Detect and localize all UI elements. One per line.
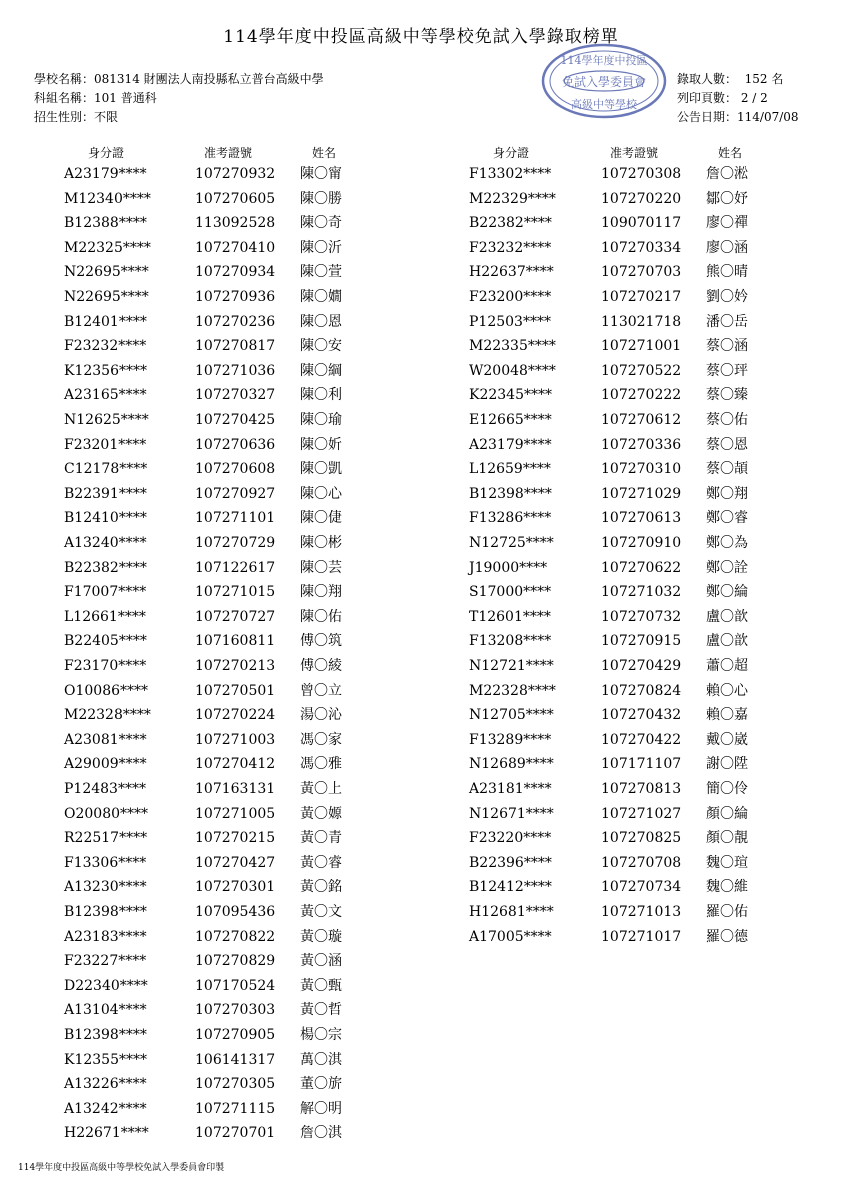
id-number: N22695****	[64, 264, 149, 281]
student-name: 蔡〇恩	[706, 436, 748, 453]
student-name: 熊〇晴	[706, 264, 748, 281]
gender-row	[34, 108, 324, 127]
seal-top-text: 114學年度中投區	[560, 54, 648, 67]
student-name: 盧〇歆	[706, 608, 748, 625]
id-number: F23232****	[64, 338, 147, 355]
id-number: P12483****	[64, 781, 146, 797]
exam-number: 107270910	[601, 535, 682, 551]
id-number: F23201****	[64, 436, 147, 453]
exam-number: 107270608	[195, 461, 276, 478]
id-number: L12659****	[469, 461, 551, 478]
id-number: H12681****	[469, 904, 554, 920]
id-number: P12503****	[469, 313, 551, 330]
right-id-header: 身分證	[493, 146, 530, 160]
exam-number: 107271017	[601, 928, 682, 945]
exam-number: 107170524	[195, 977, 276, 994]
student-name: 萬〇淇	[300, 1051, 342, 1068]
id-number: A29009****	[64, 756, 147, 773]
student-name: 魏〇瑄	[706, 854, 748, 871]
exam-number: 107270732	[601, 608, 682, 625]
exam-number: 107270636	[195, 436, 276, 453]
student-name: 黃〇上	[300, 781, 342, 797]
student-name: 蔡〇玶	[706, 362, 748, 379]
exam-number: 107271013	[601, 904, 682, 920]
seal-middle-text: 免試入學委員會	[561, 75, 647, 89]
id-number: A23081****	[64, 731, 147, 748]
student-name: 鄭〇詮	[706, 559, 748, 576]
student-name: 廖〇涵	[706, 239, 748, 256]
id-number: S17000****	[469, 584, 552, 601]
id-number: F23232****	[469, 239, 552, 256]
id-number: N12671****	[469, 805, 554, 822]
exam-number: 107270334	[601, 239, 682, 256]
student-name: 蔡〇涵	[706, 338, 748, 355]
student-name: 陳〇心	[300, 485, 342, 502]
admitted-value: 152 名	[744, 72, 784, 86]
date-row	[677, 108, 799, 127]
exam-number: 107270501	[195, 682, 276, 699]
exam-number: 106141317	[195, 1051, 276, 1068]
id-number: B22391****	[64, 485, 147, 502]
student-name: 廖〇禪	[706, 215, 748, 232]
exam-number: 107270213	[195, 658, 276, 674]
id-number: A23181****	[469, 781, 552, 797]
id-number: N12705****	[469, 707, 554, 724]
student-name: 鄭〇睿	[706, 510, 748, 527]
exam-number: 107270824	[601, 682, 682, 699]
school-info	[34, 70, 324, 127]
student-name: 鄭〇為	[706, 535, 748, 551]
student-name: 蔡〇臻	[706, 387, 748, 404]
student-name: 蕭〇超	[706, 658, 748, 674]
id-number: N22695****	[64, 289, 149, 305]
student-name: 陳〇利	[300, 387, 342, 404]
exam-number: 107271003	[195, 731, 276, 748]
id-number: M22328****	[469, 682, 556, 699]
exam-number: 107270310	[601, 461, 682, 478]
student-name: 傅〇筑	[300, 633, 342, 650]
left-id-header: 身分證	[88, 146, 125, 160]
exam-number: 107270734	[601, 879, 682, 896]
id-number: B22382****	[64, 559, 147, 576]
id-number: A23183****	[64, 928, 147, 945]
student-name: 黃〇涵	[300, 953, 342, 970]
list-info	[677, 70, 799, 127]
exam-number: 107270422	[601, 731, 682, 748]
exam-number: 107270410	[195, 239, 276, 256]
id-number: L12661****	[64, 608, 146, 625]
student-name: 魏〇維	[706, 879, 748, 896]
student-name: 陳〇勝	[300, 190, 342, 207]
exam-number: 107171107	[601, 756, 682, 773]
exam-number: 107271001	[601, 338, 682, 355]
id-number: N12689****	[469, 756, 554, 773]
student-name: 陳〇甯	[300, 166, 342, 182]
exam-number: 107270425	[195, 412, 276, 428]
school-value: 081314 財團法人南投縣私立普台高級中學	[94, 72, 324, 86]
id-number: A13230****	[64, 879, 147, 896]
student-name: 賴〇心	[706, 682, 748, 699]
exam-number: 107270822	[195, 928, 276, 945]
student-name: 鄭〇翔	[706, 485, 748, 502]
student-name: 鄭〇綸	[706, 584, 748, 601]
student-name: 陳〇凱	[300, 461, 342, 478]
id-number: N12725****	[469, 535, 554, 551]
exam-number: 107122617	[195, 559, 276, 576]
exam-number: 107270522	[601, 362, 682, 379]
exam-number: 107270932	[195, 166, 276, 182]
id-number: B12412****	[469, 879, 552, 896]
student-name: 陳〇倢	[300, 510, 342, 527]
student-name: 馮〇雅	[300, 756, 342, 773]
id-number: B12388****	[64, 215, 147, 232]
footer-note: 114學年度中投區高級中等學校免試入學委員會印製	[18, 1163, 225, 1173]
exam-number: 107270308	[601, 166, 682, 182]
id-number: B12398****	[64, 1027, 147, 1043]
id-number: E12665****	[469, 412, 552, 428]
id-number: O10086****	[64, 682, 149, 699]
student-name: 陳〇芸	[300, 559, 342, 576]
school-row	[34, 70, 324, 89]
exam-number: 107271036	[195, 362, 276, 379]
exam-number: 107270934	[195, 264, 276, 281]
id-number: W20048****	[469, 362, 556, 379]
id-number: A23165****	[64, 387, 147, 404]
student-name: 簡〇伶	[706, 781, 748, 797]
id-number: N12721****	[469, 658, 554, 674]
student-name: 盧〇歆	[706, 633, 748, 650]
student-name: 黃〇青	[300, 830, 342, 847]
student-name: 潘〇岳	[706, 313, 748, 330]
exam-number: 107270817	[195, 338, 276, 355]
student-name: 蔡〇頡	[706, 461, 748, 478]
exam-number: 107270703	[601, 264, 682, 281]
exam-number: 107270412	[195, 756, 276, 773]
exam-number: 107270336	[601, 436, 682, 453]
id-number: F13208****	[469, 633, 552, 650]
id-number: B22405****	[64, 633, 147, 650]
id-number: M22335****	[469, 338, 556, 355]
student-name: 顏〇綸	[706, 805, 748, 822]
student-name: 楊〇宗	[300, 1027, 342, 1043]
id-number: H22671****	[64, 1125, 149, 1142]
id-number: M12340****	[64, 190, 151, 207]
id-number: F23170****	[64, 658, 147, 674]
id-number: M22329****	[469, 190, 556, 207]
student-name: 陳〇彬	[300, 535, 342, 551]
exam-number: 107270224	[195, 707, 276, 724]
exam-number: 107271027	[601, 805, 682, 822]
student-name: 黃〇嫄	[300, 805, 342, 822]
student-name: 解〇明	[300, 1100, 342, 1117]
exam-number: 107270708	[601, 854, 682, 871]
student-name: 陳〇嫺	[300, 289, 342, 305]
student-name: 湯〇沁	[300, 707, 342, 724]
id-number: K12356****	[64, 362, 147, 379]
student-name: 賴〇嘉	[706, 707, 748, 724]
id-number: C12178****	[64, 461, 148, 478]
id-number: A13242****	[64, 1100, 147, 1117]
exam-number: 107271115	[195, 1100, 276, 1117]
id-number: B12401****	[64, 313, 147, 330]
exam-number: 109070117	[601, 215, 682, 232]
exam-number: 107270305	[195, 1076, 276, 1093]
id-number: O20080****	[64, 805, 149, 822]
exam-number: 107271032	[601, 584, 682, 601]
page-row	[677, 89, 799, 108]
id-number: B22396****	[469, 854, 552, 871]
id-number: K12355****	[64, 1051, 147, 1068]
gender-value: 不限	[94, 110, 119, 124]
committee-seal	[540, 42, 668, 120]
id-number: D22340****	[64, 977, 148, 994]
exam-number: 107270905	[195, 1027, 276, 1043]
exam-number: 107270915	[601, 633, 682, 650]
exam-number: 107270936	[195, 289, 276, 305]
id-number: R22517****	[64, 830, 148, 847]
exam-number: 107270727	[195, 608, 276, 625]
student-name: 陳〇安	[300, 338, 342, 355]
id-number: F23227****	[64, 953, 147, 970]
left-name-header: 姓名	[312, 146, 337, 160]
exam-number: 107271101	[195, 510, 276, 527]
id-number: B12398****	[469, 485, 552, 502]
exam-number: 107160811	[195, 633, 276, 650]
exam-number: 107271029	[601, 485, 682, 502]
id-number: M22325****	[64, 239, 151, 256]
exam-number: 107270327	[195, 387, 276, 404]
page-title: 114學年度中投區高級中等學校免試入學錄取榜單	[223, 27, 619, 47]
student-name: 黃〇睿	[300, 854, 342, 871]
student-name: 鄒〇妤	[706, 190, 748, 207]
exam-number: 113021718	[601, 313, 682, 330]
id-number: B12410****	[64, 510, 147, 527]
program-row	[34, 89, 324, 108]
student-name: 陳〇綱	[300, 362, 342, 379]
student-name: 陳〇瑜	[300, 412, 342, 428]
id-number: J19000****	[469, 559, 548, 576]
id-number: F17007****	[64, 584, 147, 601]
id-number: A17005****	[469, 928, 552, 945]
id-number: A13104****	[64, 1002, 147, 1019]
exam-number: 107270613	[601, 510, 682, 527]
exam-number: 113092528	[195, 215, 276, 232]
id-number: M22328****	[64, 707, 151, 724]
student-name: 曾〇立	[300, 682, 342, 699]
exam-number: 107095436	[195, 904, 276, 920]
student-name: 顏〇靚	[706, 830, 748, 847]
student-name: 黃〇璇	[300, 928, 342, 945]
date-label: 公告日期：	[677, 110, 738, 124]
student-name: 謝〇陞	[706, 756, 748, 773]
student-name: 劉〇妗	[706, 289, 748, 305]
school-label: 學校名稱：	[34, 72, 95, 86]
id-number: B12398****	[64, 904, 147, 920]
id-number: F13286****	[469, 510, 552, 527]
exam-number: 107270220	[601, 190, 682, 207]
student-name: 羅〇佑	[706, 904, 748, 920]
student-name: 黃〇甄	[300, 977, 342, 994]
exam-number: 107271005	[195, 805, 276, 822]
student-name: 董〇旂	[300, 1076, 342, 1093]
id-number: K22345****	[469, 387, 552, 404]
student-name: 羅〇德	[706, 928, 748, 945]
exam-number: 107270829	[195, 953, 276, 970]
exam-number: 107270217	[601, 289, 682, 305]
id-number: A23179****	[469, 436, 552, 453]
exam-number: 107270701	[195, 1125, 276, 1142]
id-number: A13240****	[64, 535, 147, 551]
id-number: F13302****	[469, 166, 552, 182]
id-number: T12601****	[469, 608, 551, 625]
program-label: 科組名稱：	[34, 91, 95, 105]
student-name: 陳〇佑	[300, 608, 342, 625]
exam-number: 107270301	[195, 879, 276, 896]
seal-bottom-text: 高級中等學校	[571, 98, 637, 111]
exam-number: 107270825	[601, 830, 682, 847]
student-name: 馮〇家	[300, 731, 342, 748]
id-number: F23200****	[469, 289, 552, 305]
student-name: 蔡〇佑	[706, 412, 748, 428]
exam-number: 107270215	[195, 830, 276, 847]
exam-number: 107271015	[195, 584, 276, 601]
exam-number: 107270432	[601, 707, 682, 724]
right-exam-header: 准考證號	[610, 146, 659, 160]
student-name: 陳〇沂	[300, 239, 342, 256]
exam-number: 107270429	[601, 658, 682, 674]
page-value: 2 / 2	[740, 91, 768, 105]
student-name: 陳〇恩	[300, 313, 342, 330]
gender-label: 招生性別：	[34, 110, 95, 124]
exam-number: 107270236	[195, 313, 276, 330]
student-name: 黃〇銘	[300, 879, 342, 896]
id-number: F13289****	[469, 731, 552, 748]
student-name: 陳〇奇	[300, 215, 342, 232]
admitted-row	[677, 70, 799, 89]
student-name: 詹〇淇	[300, 1125, 342, 1142]
page-label: 列印頁數：	[677, 91, 738, 105]
id-number: H22637****	[469, 264, 554, 281]
student-name: 陳〇妡	[300, 436, 342, 453]
student-name: 黃〇哲	[300, 1002, 342, 1019]
student-name: 傅〇綾	[300, 658, 342, 674]
id-number: A13226****	[64, 1076, 147, 1093]
left-exam-header: 准考證號	[204, 146, 253, 160]
exam-number: 107270729	[195, 535, 276, 551]
student-name: 戴〇崴	[706, 731, 748, 748]
id-number: A23179****	[64, 166, 147, 182]
id-number: F23220****	[469, 830, 552, 847]
exam-number: 107270813	[601, 781, 682, 797]
exam-number: 107270427	[195, 854, 276, 871]
exam-number: 107270303	[195, 1002, 276, 1019]
exam-number: 107270927	[195, 485, 276, 502]
right-name-header: 姓名	[718, 146, 743, 160]
date-value: 114/07/08	[737, 110, 799, 124]
id-number: B22382****	[469, 215, 552, 232]
exam-number: 107270605	[195, 190, 276, 207]
id-number: F13306****	[64, 854, 147, 871]
admitted-label: 錄取人數：	[677, 72, 738, 86]
exam-number: 107270612	[601, 412, 682, 428]
id-number: N12625****	[64, 412, 149, 428]
exam-number: 107270222	[601, 387, 682, 404]
program-value: 101 普通科	[94, 91, 157, 105]
student-name: 黃〇文	[300, 904, 342, 920]
exam-number: 107270622	[601, 559, 682, 576]
student-name: 詹〇淞	[706, 166, 748, 182]
student-name: 陳〇翔	[300, 584, 342, 601]
student-name: 陳〇萱	[300, 264, 342, 281]
exam-number: 107163131	[195, 781, 276, 797]
